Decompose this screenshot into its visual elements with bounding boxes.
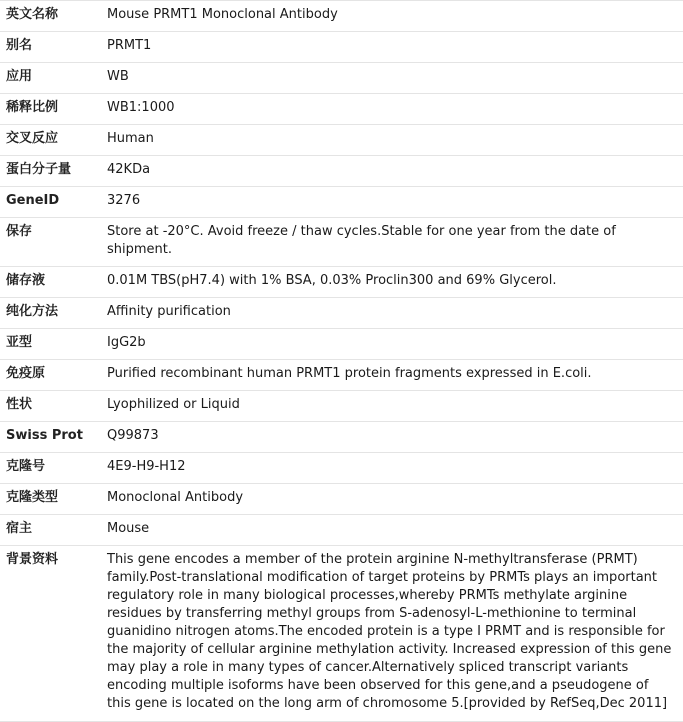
- spec-row-clone-type: [0, 484, 683, 515]
- spec-label: 克隆类型: [0, 484, 107, 515]
- spec-row-immunogen: [0, 360, 683, 391]
- spec-label: 应用: [0, 63, 107, 94]
- spec-label: 储存液: [0, 267, 107, 298]
- spec-value: Store at -20°C. Avoid freeze / thaw cycles.Stable for one year from the date of shipment.: [107, 218, 683, 267]
- spec-row-background: [0, 546, 683, 722]
- spec-row-dilution: [0, 94, 683, 125]
- spec-value: PRMT1: [107, 32, 683, 63]
- spec-value: 3276: [107, 187, 683, 218]
- spec-value: Q99873: [107, 422, 683, 453]
- spec-value: Lyophilized or Liquid: [107, 391, 683, 422]
- spec-value: 42KDa: [107, 156, 683, 187]
- spec-value-background: This gene encodes a member of the protein arginine N-methyltransferase (PRMT) family.Post-translational modification of target proteins by PRMTs plays an important regulatory role in many biological processes,whereby PRMTs methylate arginine residues by transferring methyl groups from S-adenosyl-L-methionine to terminal guanidino nitrogen atoms.The encoded protein is a type I PRMT and is responsible for the majority of cellular arginine methylation activity. Increased expression of this gene may play a role in many types of cancer.Alternatively spliced transcript variants encoding multiple isoforms have been observed for this gene,and a pseudogene of this gene is located on the long arm of chromosome 5.[provided by RefSeq,Dec 2011]: [107, 546, 683, 722]
- spec-row-form: [0, 391, 683, 422]
- spec-row-application: [0, 63, 683, 94]
- spec-label: 宿主: [0, 515, 107, 546]
- spec-label: 性状: [0, 391, 107, 422]
- spec-row-swiss-prot: [0, 422, 683, 453]
- spec-value: 4E9-H9-H12: [107, 453, 683, 484]
- spec-value: Monoclonal Antibody: [107, 484, 683, 515]
- spec-row-isotype: [0, 329, 683, 360]
- spec-row-purification: [0, 298, 683, 329]
- spec-row-clone-number: [0, 453, 683, 484]
- spec-value: WB: [107, 63, 683, 94]
- spec-row-cross-reactivity: [0, 125, 683, 156]
- spec-row-host: [0, 515, 683, 546]
- spec-value: Mouse: [107, 515, 683, 546]
- spec-label: 背景资料: [0, 546, 107, 722]
- spec-row-buffer: [0, 267, 683, 298]
- spec-value: Human: [107, 125, 683, 156]
- spec-label: 交叉反应: [0, 125, 107, 156]
- spec-label: 免疫原: [0, 360, 107, 391]
- spec-label: 蛋白分子量: [0, 156, 107, 187]
- spec-row-storage: [0, 218, 683, 267]
- spec-label: Swiss Prot: [0, 422, 107, 453]
- spec-label: GeneID: [0, 187, 107, 218]
- spec-label: 克隆号: [0, 453, 107, 484]
- spec-value: Mouse PRMT1 Monoclonal Antibody: [107, 1, 683, 32]
- spec-label: 稀释比例: [0, 94, 107, 125]
- spec-row-english-name: [0, 1, 683, 32]
- spec-row-alias: [0, 32, 683, 63]
- spec-label: 保存: [0, 218, 107, 267]
- spec-label: 纯化方法: [0, 298, 107, 329]
- spec-value: Purified recombinant human PRMT1 protein fragments expressed in E.coli.: [107, 360, 683, 391]
- spec-label: 英文名称: [0, 1, 107, 32]
- spec-row-gene-id: [0, 187, 683, 218]
- spec-value: Affinity purification: [107, 298, 683, 329]
- spec-value: 0.01M TBS(pH7.4) with 1% BSA, 0.03% Proclin300 and 69% Glycerol.: [107, 267, 683, 298]
- spec-label: 亚型: [0, 329, 107, 360]
- spec-row-molecular-weight: [0, 156, 683, 187]
- spec-label: 别名: [0, 32, 107, 63]
- spec-value: WB1:1000: [107, 94, 683, 125]
- spec-value: IgG2b: [107, 329, 683, 360]
